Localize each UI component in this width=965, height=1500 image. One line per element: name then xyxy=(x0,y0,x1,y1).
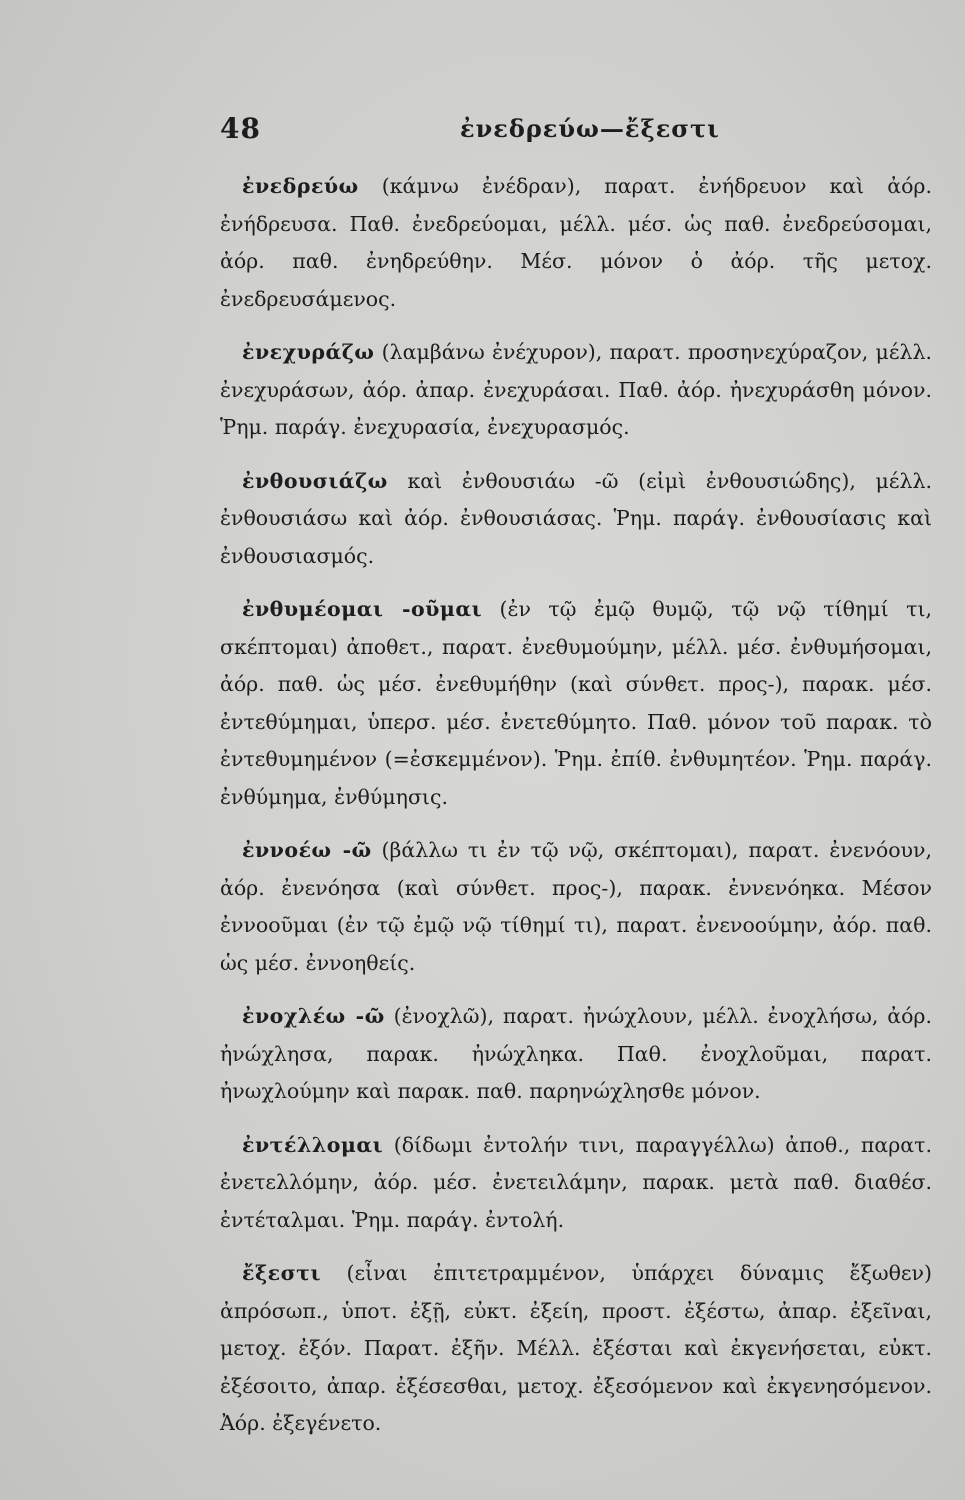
entry-text: (δίδωμι ἐντολήν τινι, παραγγέλλω) ἀποθ., παρατ. ἐνετελλόμην, ἀόρ. μέσ. ἐνετειλάμην, παρακ. μετὰ παθ. διαθέσ. ἐντέταλμαι. Ῥημ. παράγ. ἐντολή. xyxy=(220,1132,932,1232)
entry-text: (εἶναι ἐπιτετραμμένον, ὑπάρχει δύναμις ἔξωθεν) ἀπρόσωπ., ὑποτ. ἐξῇ, εὐκτ. ἐξείη, προστ. ἐξέστω, ἀπαρ. ἐξεῖναι, μετοχ. ἐξόν. Παρατ. ἐξῆν. Μέλλ. ἐξέσται καὶ ἐκγενήσεται, εὐκτ. ἐξέσοιτο, ἀπαρ. ἐξέσεσθαι, μετοχ. ἐξεσόμενον καὶ ἐκγενησόμενον. Ἀόρ. ἐξεγένετο. xyxy=(220,1261,932,1435)
dictionary-entry xyxy=(220,168,932,318)
entry-headword: ἐνεχυράζω xyxy=(242,340,375,364)
running-head: ἐνεδρεύω—ἔξεστι xyxy=(460,114,720,143)
entry-text: (ἐν τῷ ἐμῷ θυμῷ, τῷ νῷ τίθημί τι, σκέπτομαι) ἀποθετ., παρατ. ἐνεθυμούμην, μέλλ. μέσ. ἐνθυμήσομαι, ἀόρ. παθ. ὡς μέσ. ἐνεθυμήθην (καὶ σύνθετ. προς-), παρακ. μέσ. ἐντεθύμημαι, ὑπερσ. μέσ. ἐνετεθύμητο. Παθ. μόνον τοῦ παρακ. τὸ ἐντεθυμημένον (=ἐσκεμμένον). Ῥημ. ἐπίθ. ἐνθυμητέον. Ῥημ. παράγ. ἐνθύμημα, ἐνθύμησις. xyxy=(220,597,932,809)
dictionary-entry xyxy=(220,1127,932,1240)
entry-headword: ἐνθουσιάζω xyxy=(242,468,388,493)
dictionary-entry xyxy=(220,832,932,982)
page-number: 48 xyxy=(220,112,261,145)
entry-headword: ἔξεστι xyxy=(242,1261,321,1285)
entry-text: (βάλλω τι ἐν τῷ νῷ, σκέπτομαι), παρατ. ἐνενόουν, ἀόρ. ἐνενόησα (καὶ σύνθετ. προς-), παρακ. ἐννενόηκα. Μέσον ἐννοοῦμαι (ἐν τῷ ἐμῷ νῷ τίθημί τι), παρατ. ἐνενοούμην, ἀόρ. παθ. ὡς μέσ. ἐννοηθείς. xyxy=(220,838,932,975)
entry-text: καὶ ἐνθουσιάω -ῶ (εἰμὶ ἐνθουσιώδης), μέλλ. ἐνθουσιάσω καὶ ἀόρ. ἐνθουσιάσας. Ῥημ. παράγ. ἐνθουσίασις καὶ ἐνθουσιασμός. xyxy=(220,468,932,568)
entry-headword: ἐνοχλέω -ῶ xyxy=(242,1004,385,1028)
entry-text: (κάμνω ἐνέδραν), παρατ. ἐνήδρευον καὶ ἀόρ. ἐνήδρευσα. Παθ. ἐνεδρεύομαι, μέλλ. μέσ. ὡς παθ. ἐνεδρεύσομαι, ἀόρ. παθ. ἐνηδρεύθην. Μέσ. μόνον ὁ ἀόρ. τῆς μετοχ. ἐνεδρευσάμενος. xyxy=(220,174,932,311)
entry-headword: ἐννοέω -ῶ xyxy=(242,838,372,862)
entry-text: (ἐνοχλῶ), παρατ. ἠνώχλουν, μέλλ. ἐνοχλήσω, ἀόρ. ἠνώχλησα, παρακ. ἠνώχληκα. Παθ. ἐνοχλοῦμαι, παρατ. ἠνωχλούμην καὶ παρακ. παθ. παρηνώχλησθε μόνον. xyxy=(220,1004,932,1103)
entry-text: (λαμβάνω ἐνέχυρον), παρατ. προσηνεχύραζον, μέλλ. ἐνεχυράσων, ἀόρ. ἀπαρ. ἐνεχυράσαι. Παθ. ἀόρ. ἠνεχυράσθη μόνον. Ῥημ. παράγ. ἐνεχυρασία, ἐνεχυρασμός. xyxy=(220,340,932,439)
dictionary-entry xyxy=(220,998,932,1111)
page-header xyxy=(220,112,740,152)
dictionary-entry xyxy=(220,591,932,816)
dictionary-entry xyxy=(220,334,932,447)
dictionary-body xyxy=(220,168,932,1459)
entry-headword: ἐνθυμέομαι -οῦμαι xyxy=(242,597,483,621)
entry-headword: ἐντέλλομαι xyxy=(242,1132,384,1157)
dictionary-entry xyxy=(220,463,932,576)
entry-headword: ἐνεδρεύω xyxy=(242,174,359,198)
dictionary-entry xyxy=(220,1255,932,1443)
